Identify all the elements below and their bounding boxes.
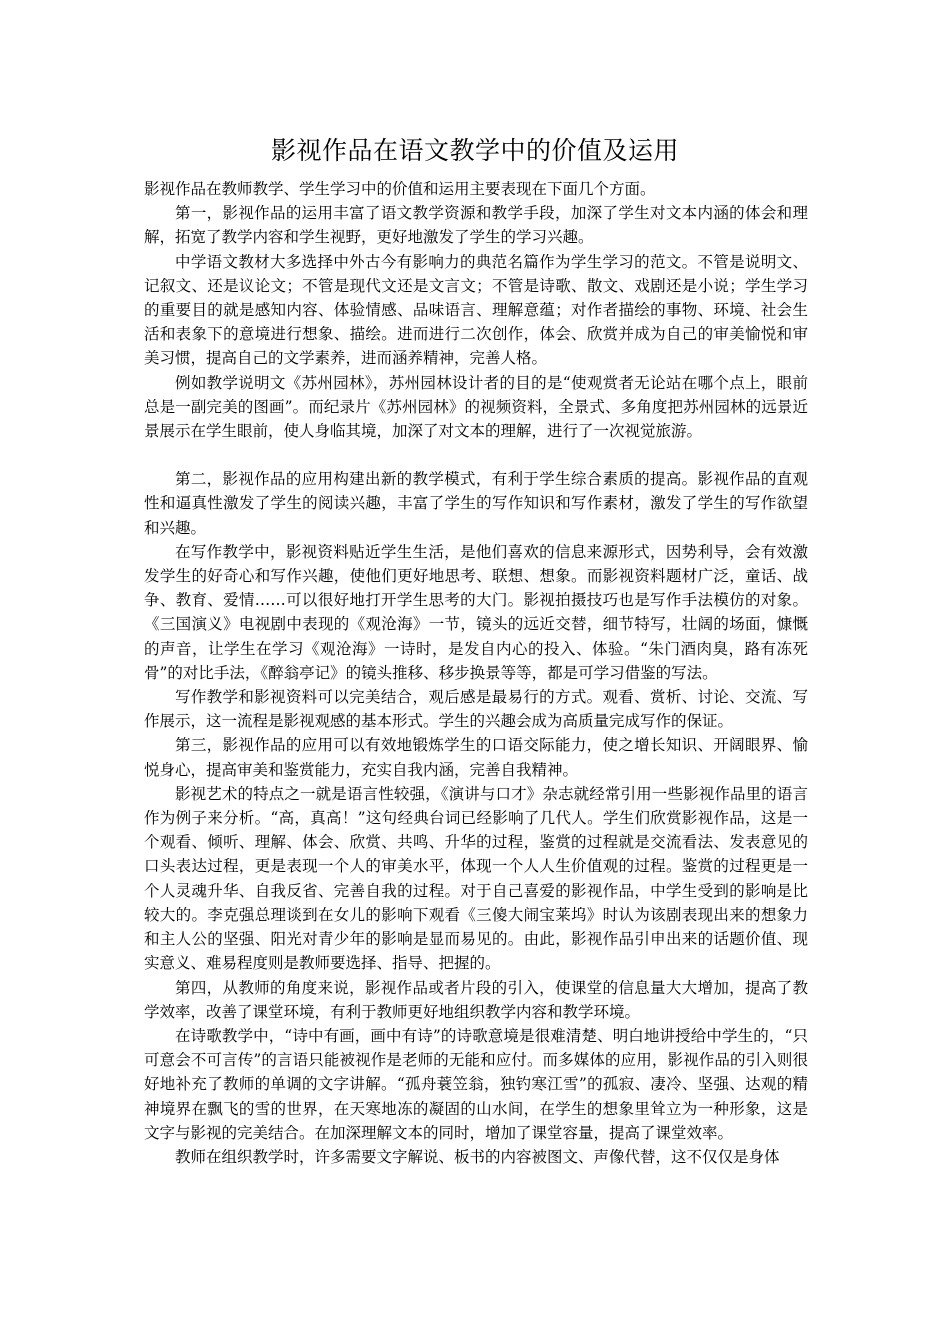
document-title: 影视作品在语文教学中的价值及运用 [270,136,679,165]
paragraph: 在诗歌教学中，“诗中有画，画中有诗”的诗歌意境是很难清楚、明白地讲授给中学生的，“只可意会不可言传”的言语只能被视作是老师的无能和应付。而多媒体的应用，影视作品的引入则很好地补充了教师的单调的文字讲解。“孤舟蓑笠翁，独钓寒江雪”的孤寂、凄冷、坚强、达观的精神境界在飘飞的雪的世界，在天寒地冻的凝固的山水间，在学生的想象里耸立为一种形象，这是文字与影视的完美结合。在加深理解文本的同时，增加了课堂容量，提高了课堂效率。 [144,1026,808,1142]
paragraph: 影视艺术的特点之一就是语言性较强，《演讲与口才》杂志就经常引用一些影视作品里的语言作为例子来分析。“高，真高！”这句经典台词已经影响了几代人。学生们欣赏影视作品，这是一个观看、倾听、理解、体会、欣赏、共鸣、升华的过程，鉴赏的过程就是交流看法、发表意见的口头表达过程，更是表现一个人的审美水平，体现一个人人生价值观的过程。鉴赏的过程更是一个人灵魂升华、自我反省、完善自我的过程。对于自己喜爱的影视作品，中学生受到的影响是比较大的。李克强总理谈到在女儿的影响下观看《三傻大闹宝莱坞》时认为该剧表现出来的想象力和主人公的坚强、阳光对青少年的影响是显而易见的。由此，影视作品引申出来的话题价值、现实意义、难易程度则是教师要选择、指导、把握的。 [144,784,808,973]
paragraph-point-four: 第四，从教师的角度来说，影视作品或者片段的引入，使课堂的信息量大大增加，提高了教学效率，改善了课堂环境，有利于教师更好地组织教学内容和教学环境。 [144,978,808,1021]
paragraph: 写作教学和影视资料可以完美结合，观后感是最易行的方式。观看、赏析、讨论、交流、写作展示，这一流程是影视观感的基本形式。学生的兴趣会成为高质量完成写作的保证。 [144,688,808,731]
paragraph-point-one: 第一，影视作品的运用丰富了语文教学资源和教学手段，加深了学生对文本内涵的体会和理解，拓宽了教学内容和学生视野，更好地激发了学生的学习兴趣。 [144,204,808,247]
paragraph-intro: 影视作品在教师教学、学生学习中的价值和运用主要表现在下面几个方面。 [144,180,656,198]
paragraph: 例如教学说明文《苏州园林》，苏州园林设计者的目的是“使观赏者无论站在哪个点上，眼前总是一副完美的图画”。而纪录片《苏州园林》的视频资料，全景式、多角度把苏州园林的远景近景展示在学生眼前，使人身临其境，加深了对文本的理解，进行了一次视觉旅游。 [144,373,808,441]
paragraph-point-three: 第三，影视作品的应用可以有效地锻炼学生的口语交际能力，使之增长知识、开阔眼界、愉悦身心，提高审美和鉴赏能力，充实自我内涵，完善自我精神。 [144,736,808,779]
paragraph-point-two: 第二，影视作品的应用构建出新的教学模式，有利于学生综合素质的提高。影视作品的直观性和逼真性激发了学生的阅读兴趣，丰富了学生的写作知识和写作素材，激发了学生的写作欲望和兴趣。 [144,470,808,537]
document-body [144,177,808,1169]
paragraph: 教师在组织教学时，许多需要文字解说、板书的内容被图文、声像代替，这不仅仅是身体 [175,1147,780,1166]
paragraph: 中学语文教材大多选择中外古今有影响力的典范名篇作为学生学习的范文。不管是说明文、记叙文、还是议论文；不管是现代文还是文言文；不管是诗歌、散文、戏剧还是小说；学生学习的重要目的就是感知内容、体验情感、品味语言、理解意蕴；对作者描绘的事物、环境、社会生活和表象下的意境进行想象、描绘。进而进行二次创作，体会、欣赏并成为自己的审美愉悦和审美习惯，提高自己的文学素养，进而涵养精神，完善人格。 [144,252,808,368]
paragraph: 在写作教学中，影视资料贴近学生生活，是他们喜欢的信息来源形式，因势利导，会有效激发学生的好奇心和写作兴趣，使他们更好地思考、联想、想象。而影视资料题材广泛，童话、战争、教育、爱情……可以很好地打开学生思考的大门。影视拍摄技巧也是写作手法模仿的对象。《三国演义》电视剧中表现的《观沧海》一节，镜头的远近交替，细节特写，壮阔的场面，慷慨的声音，让学生在学习《观沧海》一诗时，是发自内心的投入、体验。“朱门酒肉臭，路有冻死骨”的对比手法，《醉翁亭记》的镜头推移、移步换景等等，都是可学习借鉴的写法。 [144,542,808,682]
